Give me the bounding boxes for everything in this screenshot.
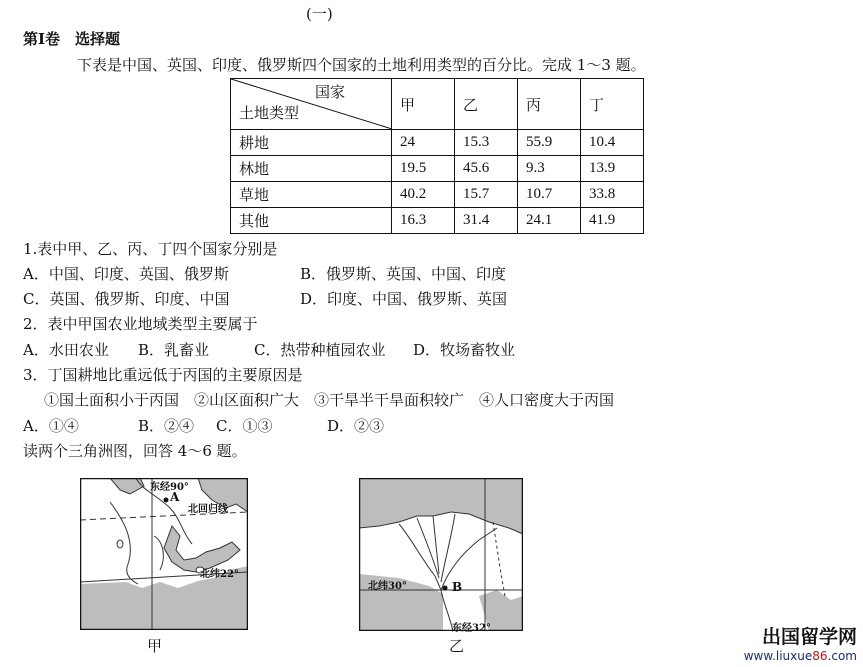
table-cell: 10.7 [518,182,581,208]
table-row [231,130,644,156]
question-2-stem: 2．表中甲国农业地域类型主要属于 [23,315,258,333]
column-header: 丁 [581,79,644,130]
map-jia-lon-label: 东经90° [150,482,189,493]
question-3-option-c: C．①③ [216,417,273,435]
table-row [231,182,644,208]
site-watermark [744,622,857,663]
intro-text: 下表是中国、英国、印度、俄罗斯四个国家的土地利用类型的百分比。完成 1～3 题。 [77,56,646,74]
maps-intro-text: 读两个三角洲图，回答 4～6 题。 [23,442,247,460]
point-a-icon [164,498,169,503]
part-title: 第Ⅰ卷 选择题 [23,30,121,48]
table-cell: 10.4 [581,130,644,156]
row-label: 其他 [231,208,392,234]
map-jia-point-label: A [170,490,180,504]
question-1-option-a: A．中国、印度、英国、俄罗斯 [23,265,229,283]
map-yi-point-label: B [452,580,463,594]
table-cell: 24 [392,130,455,156]
question-1-stem: 1.表中甲、乙、丙、丁四个国家分别是 [23,240,278,258]
question-3-option-a: A．①④ [23,417,79,435]
question-2-option-a: A．水田农业 [23,341,109,359]
map-jia-caption: 甲 [147,637,163,655]
table-cell: 13.9 [581,156,644,182]
land-use-table [230,78,644,234]
row-label: 林地 [231,156,392,182]
row-label: 耕地 [231,130,392,156]
point-b-icon [443,586,448,591]
watermark-name: 出国留学网 [761,626,857,648]
map-jia-lat-label: 北纬22° [200,569,239,580]
table-row [231,208,644,234]
column-header: 甲 [392,79,455,130]
question-3-statements: ①国土面积小于丙国 ②山区面积广大 ③干旱半干旱面积较广 ④人口密度大于丙国 [44,391,615,409]
question-2-option-b: B．乳畜业 [138,341,210,359]
table-cell: 15.7 [455,182,518,208]
corner-label-country: 国家 [314,85,345,101]
row-label: 草地 [231,182,392,208]
table-cell: 9.3 [518,156,581,182]
question-1-option-b: B．俄罗斯、英国、中国、印度 [300,265,507,283]
watermark-url: www.liuxue86.com [743,649,857,663]
table-cell: 15.3 [455,130,518,156]
question-1-option-c: C．英国、俄罗斯、印度、中国 [23,290,230,308]
question-3-option-b: B．②④ [138,417,195,435]
column-header: 乙 [455,79,518,130]
delta-map-yi [359,478,523,631]
table-cell: 19.5 [392,156,455,182]
column-header: 丙 [518,79,581,130]
question-3-option-d: D．②③ [327,417,385,435]
table-cell: 24.1 [518,208,581,234]
table-cell: 16.3 [392,208,455,234]
question-3-stem: 3．丁国耕地比重远低于丙国的主要原因是 [23,366,303,384]
table-cell: 33.8 [581,182,644,208]
section-number: (一) [306,5,333,23]
corner-label-landtype: 土地类型 [239,106,300,122]
map-yi-lat-label: 北纬30° [368,581,407,592]
table-corner-cell [231,79,392,130]
table-cell: 31.4 [455,208,518,234]
map-yi-caption: 乙 [449,637,465,655]
table-header-row [231,79,644,130]
table-cell: 55.9 [518,130,581,156]
table-cell: 41.9 [581,208,644,234]
question-2-option-c: C．热带种植园农业 [254,341,386,359]
question-1-option-d: D．印度、中国、俄罗斯、英国 [300,290,508,308]
table-row [231,156,644,182]
map-yi-lon-label: 东经32° [452,623,491,634]
question-2-option-d: D．牧场畜牧业 [413,341,516,359]
table-cell: 45.6 [455,156,518,182]
table-cell: 40.2 [392,182,455,208]
map-jia-tropic-label: 北回归线 [188,504,228,515]
